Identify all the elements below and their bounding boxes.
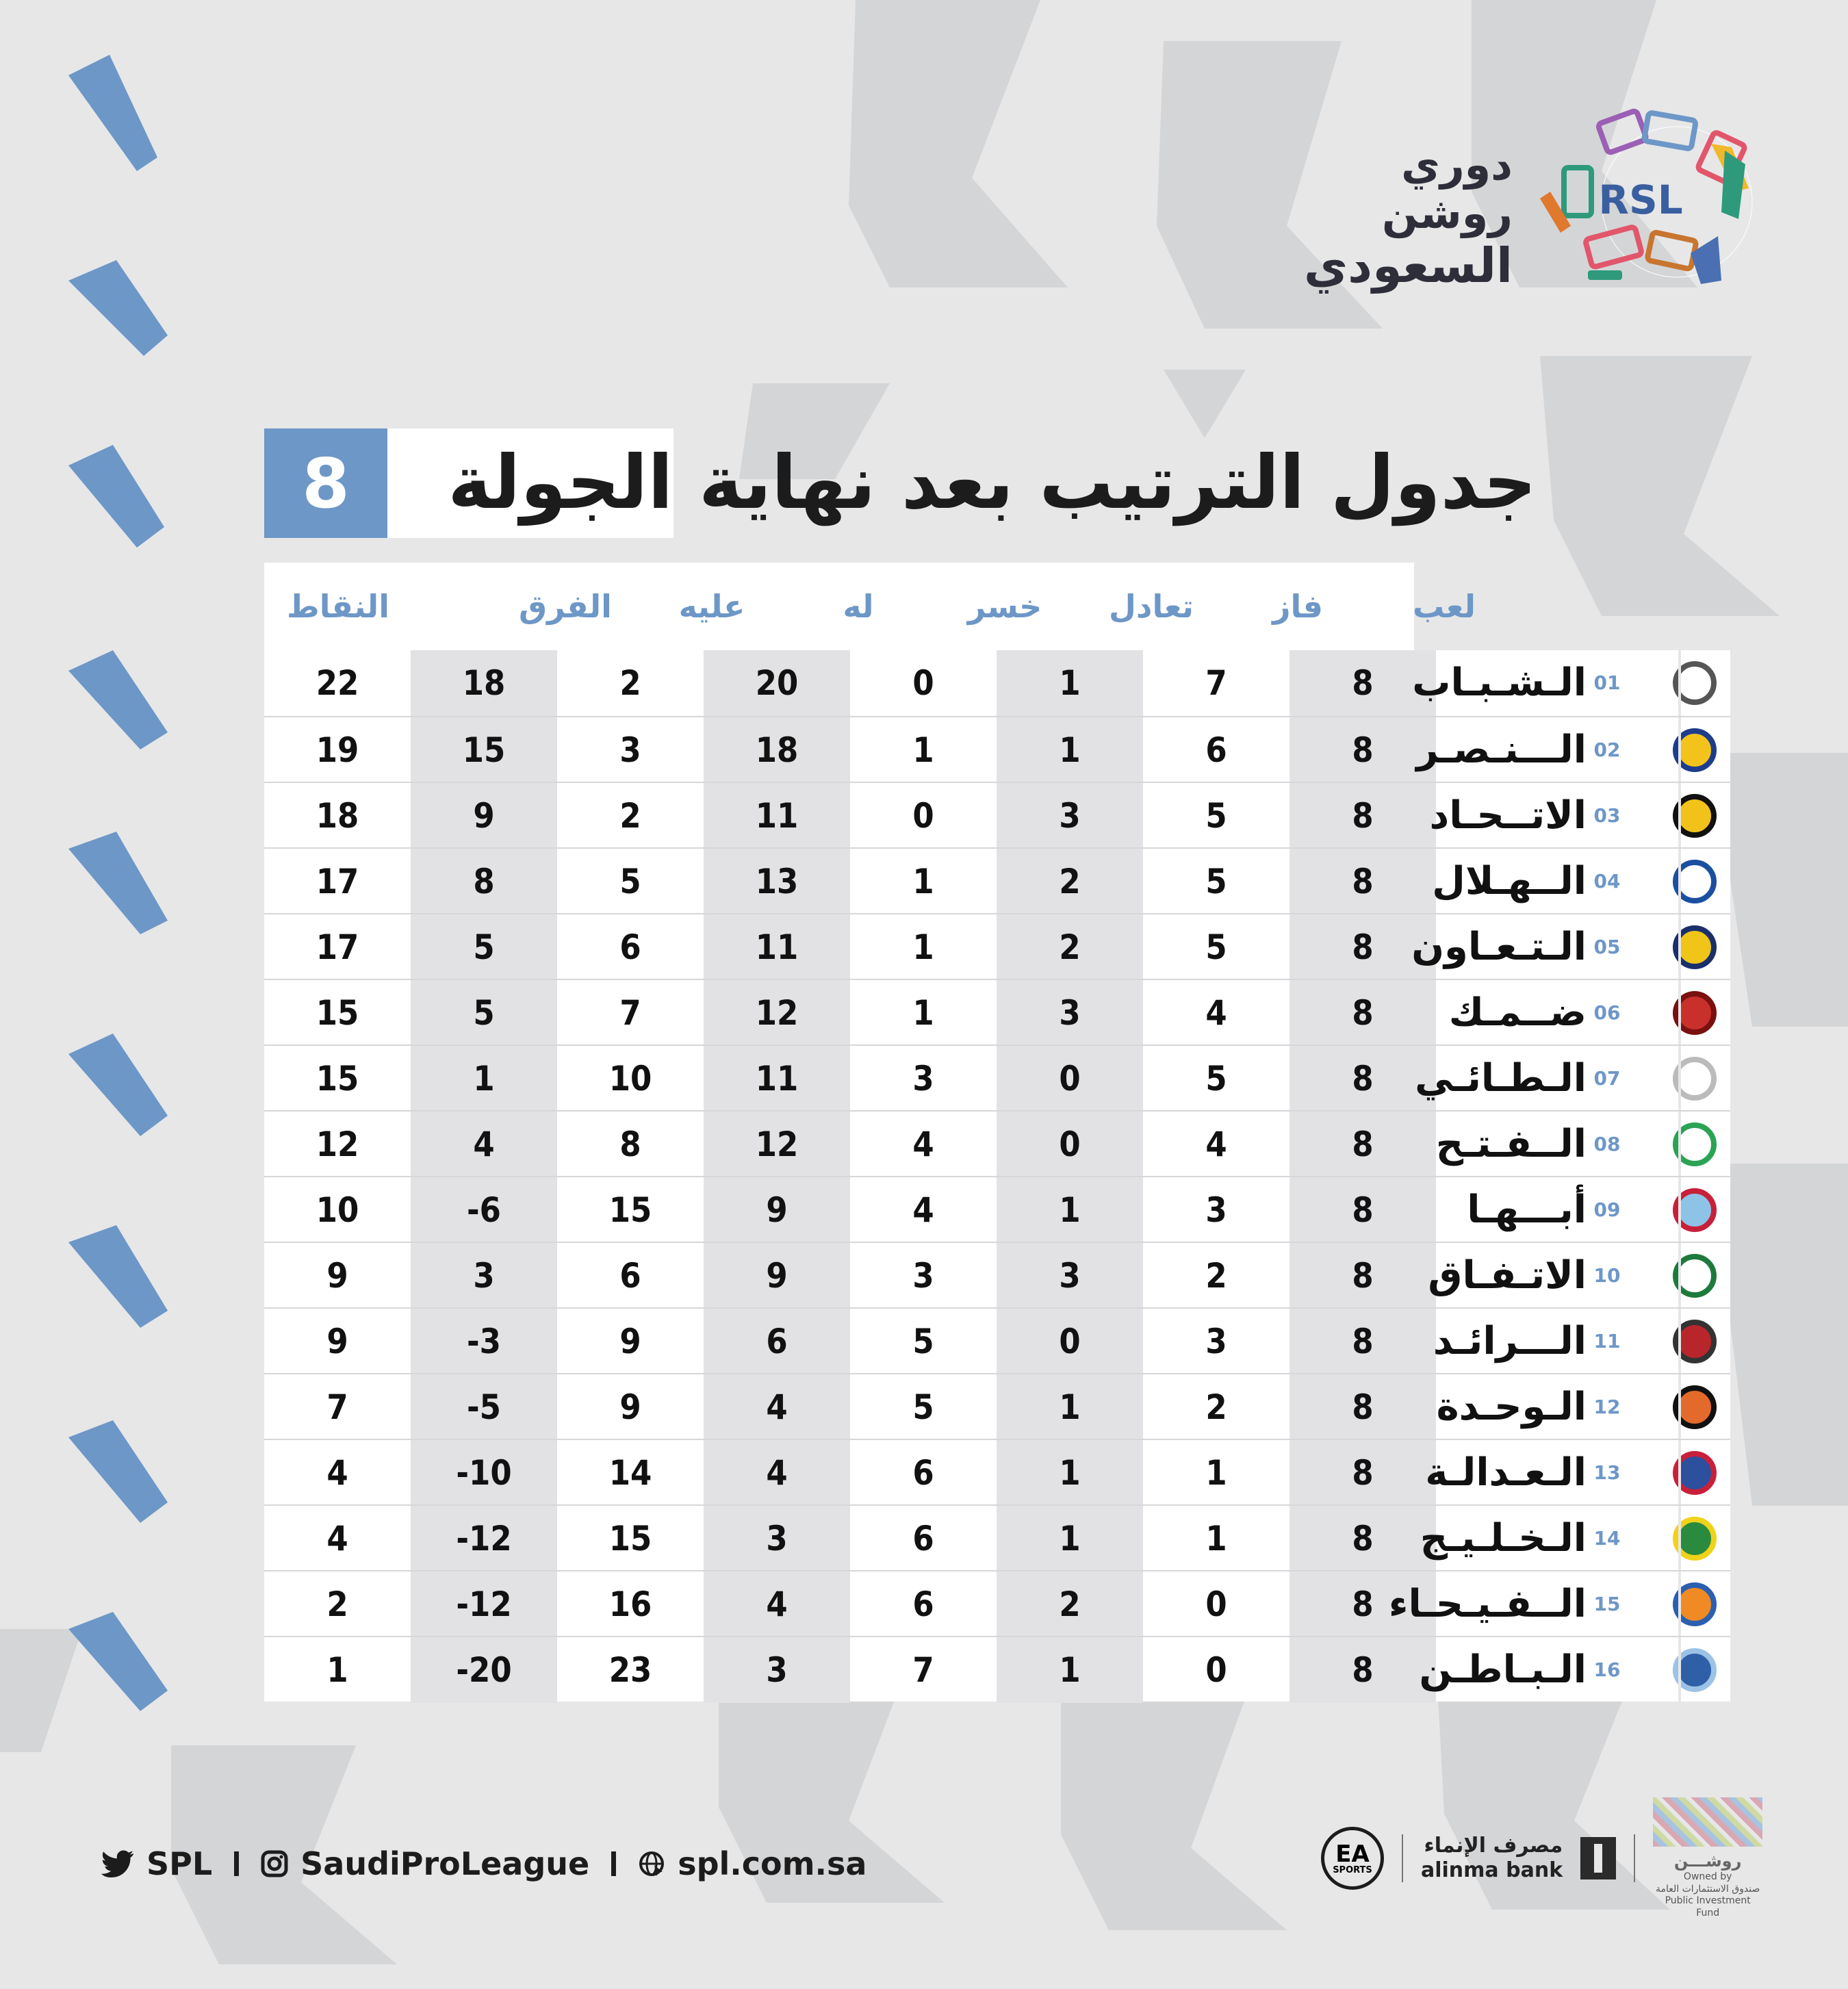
lost-cell: 4 <box>912 1190 934 1230</box>
round-number-badge: 8 <box>264 428 387 538</box>
team-name: الـــرائـد <box>1433 1319 1587 1363</box>
won-cell: 3 <box>1205 1190 1227 1230</box>
played-cell: 8 <box>1352 730 1374 770</box>
alinma-bank-logo <box>1421 1834 1563 1883</box>
won-cell: 2 <box>1205 1256 1227 1296</box>
won-cell: 5 <box>1205 927 1227 967</box>
column-separator <box>1678 1309 1681 1374</box>
svg-text:RSL: RSL <box>1598 177 1683 223</box>
points-cell: 19 <box>316 730 359 770</box>
won-cell: 5 <box>1205 862 1227 901</box>
team-name: الـعـدالـة <box>1425 1450 1587 1495</box>
played-cell: 8 <box>1352 927 1374 967</box>
points-cell: 17 <box>316 862 359 901</box>
lost-cell: 1 <box>912 993 934 1033</box>
drawn-cell: 2 <box>1059 927 1081 967</box>
won-cell: 1 <box>1205 1519 1227 1558</box>
goals-against-cell: 6 <box>619 927 641 967</box>
rank-number: 01 <box>1593 671 1621 694</box>
team-name: الـتـعـاون <box>1411 925 1587 969</box>
logo-line1: دوري روشن <box>1382 140 1513 239</box>
won-cell: 7 <box>1205 663 1227 703</box>
goals-for-cell: 9 <box>766 1190 788 1230</box>
header-goals-for: له <box>843 588 874 625</box>
won-cell: 1 <box>1205 1453 1227 1493</box>
lost-cell: 6 <box>912 1519 934 1558</box>
header-points: النقاط <box>287 588 389 625</box>
table-row <box>264 650 1730 716</box>
goals-against-cell: 5 <box>619 862 641 901</box>
lost-cell: 1 <box>912 927 934 967</box>
column-separator <box>1678 1243 1681 1309</box>
sponsor-divider <box>1402 1834 1403 1882</box>
points-cell: 9 <box>326 1256 348 1296</box>
table-row <box>264 847 1730 913</box>
goals-against-cell: 2 <box>619 796 641 836</box>
goal-diff-cell: -5 <box>467 1387 501 1427</box>
header-won: فاز <box>1272 588 1323 625</box>
table-row <box>264 1110 1730 1176</box>
goals-against-cell: 2 <box>619 663 641 703</box>
table-row <box>264 979 1730 1044</box>
goal-diff-cell: 1 <box>473 1059 495 1099</box>
won-cell: 5 <box>1205 1059 1227 1099</box>
rank-number: 05 <box>1593 936 1621 958</box>
globe-icon[interactable] <box>638 1850 665 1877</box>
goals-against-cell: 23 <box>608 1650 652 1690</box>
column-separator <box>1678 650 1681 716</box>
alinma-en: alinma bank <box>1421 1858 1563 1882</box>
goals-for-cell: 3 <box>766 1519 788 1558</box>
goals-against-cell: 3 <box>619 730 641 770</box>
column-separator <box>1678 1046 1681 1112</box>
points-cell: 22 <box>316 663 359 703</box>
header-lost: خسر <box>967 588 1042 625</box>
goal-diff-cell: 9 <box>473 796 495 836</box>
table-row <box>264 913 1730 979</box>
goals-against-cell: 15 <box>608 1519 652 1558</box>
lost-cell: 7 <box>912 1650 934 1690</box>
rank-number: 11 <box>1593 1330 1621 1352</box>
goals-against-cell: 16 <box>608 1584 652 1624</box>
lost-cell: 3 <box>912 1256 934 1296</box>
goals-for-cell: 11 <box>755 796 799 836</box>
goals-for-cell: 18 <box>755 730 799 770</box>
goals-for-cell: 11 <box>755 927 799 967</box>
ea-logo-text: EA <box>1335 1840 1370 1868</box>
goals-for-cell: 13 <box>755 862 799 901</box>
goals-for-cell: 4 <box>766 1584 788 1624</box>
drawn-cell: 0 <box>1059 1059 1081 1099</box>
sponsors-bar <box>1321 1807 1762 1919</box>
goals-against-cell: 10 <box>608 1059 652 1099</box>
header-drawn: تعادل <box>1108 588 1194 625</box>
played-cell: 8 <box>1352 862 1374 901</box>
ea-sports-logo <box>1321 1827 1384 1890</box>
table-row <box>264 1373 1730 1439</box>
social-footer <box>101 1840 867 1888</box>
lost-cell: 4 <box>912 1125 934 1164</box>
points-cell: 15 <box>316 1059 359 1099</box>
goals-for-cell: 12 <box>755 1125 799 1164</box>
team-name: الـــنـصـر <box>1416 728 1587 772</box>
points-cell: 10 <box>316 1190 359 1230</box>
goals-for-cell: 6 <box>766 1322 788 1361</box>
lost-cell: 1 <box>912 862 934 901</box>
drawn-cell: 1 <box>1059 1190 1081 1230</box>
alinma-mark-icon <box>1580 1837 1616 1879</box>
goals-against-cell: 15 <box>608 1190 652 1230</box>
won-cell: 3 <box>1205 1322 1227 1361</box>
drawn-cell: 3 <box>1059 993 1081 1033</box>
played-cell: 8 <box>1352 1322 1374 1361</box>
table-row <box>264 1242 1730 1307</box>
footer-divider <box>611 1851 616 1876</box>
column-separator <box>1678 1637 1681 1703</box>
roshn-pif-en: Public Investment Fund <box>1665 1895 1751 1919</box>
points-cell: 1 <box>326 1650 348 1690</box>
drawn-cell: 1 <box>1059 1453 1081 1493</box>
team-name: ضــمـك <box>1448 990 1587 1035</box>
won-cell: 6 <box>1205 730 1227 770</box>
rank-number: 08 <box>1593 1133 1621 1155</box>
rank-number: 16 <box>1593 1658 1621 1681</box>
points-cell: 2 <box>326 1584 348 1624</box>
instagram-handle[interactable]: SaudiProLeague <box>300 1845 590 1882</box>
drawn-cell: 1 <box>1059 1650 1081 1690</box>
goals-for-cell: 20 <box>755 663 799 703</box>
rank-number: 04 <box>1593 870 1621 893</box>
team-name: الاتــحـاد <box>1429 793 1587 838</box>
team-name: الـشـبـاب <box>1412 660 1587 705</box>
played-cell: 8 <box>1352 1387 1374 1427</box>
lost-cell: 0 <box>912 663 934 703</box>
played-cell: 8 <box>1352 796 1374 836</box>
points-cell: 18 <box>316 796 359 836</box>
lost-cell: 6 <box>912 1584 934 1624</box>
goal-diff-cell: 3 <box>473 1256 495 1296</box>
column-separator <box>1678 783 1681 849</box>
rank-number: 14 <box>1593 1527 1621 1550</box>
played-cell: 8 <box>1352 663 1374 703</box>
table-row <box>264 1044 1730 1110</box>
team-name: الــفـيـحـاء <box>1388 1582 1587 1626</box>
roshn-word: روشـــن <box>1673 1851 1742 1871</box>
drawn-cell: 0 <box>1059 1322 1081 1361</box>
twitter-handle[interactable]: SPL <box>146 1845 213 1882</box>
played-cell: 8 <box>1352 1650 1374 1690</box>
website-link[interactable]: spl.com.sa <box>678 1845 867 1882</box>
rank-number: 02 <box>1593 739 1621 761</box>
drawn-cell: 1 <box>1059 730 1081 770</box>
goal-diff-cell: 18 <box>462 663 506 703</box>
played-cell: 8 <box>1352 1584 1374 1624</box>
won-cell: 4 <box>1205 993 1227 1033</box>
goals-against-cell: 6 <box>619 1256 641 1296</box>
goals-for-cell: 12 <box>755 993 799 1033</box>
goal-diff-cell: 4 <box>473 1125 495 1164</box>
goals-for-cell: 3 <box>766 1650 788 1690</box>
standings-table <box>264 563 1730 1702</box>
table-row <box>264 716 1730 782</box>
goal-diff-cell: -3 <box>467 1322 501 1361</box>
won-cell: 5 <box>1205 796 1227 836</box>
won-cell: 4 <box>1205 1125 1227 1164</box>
team-name: الـخـلـيـج <box>1420 1516 1587 1561</box>
lost-cell: 5 <box>912 1387 934 1427</box>
table-row <box>264 1307 1730 1373</box>
rank-number: 03 <box>1593 804 1621 827</box>
lost-cell: 1 <box>912 730 934 770</box>
played-cell: 8 <box>1352 1519 1374 1558</box>
drawn-cell: 1 <box>1059 663 1081 703</box>
twitter-bird-icon[interactable] <box>101 1850 134 1877</box>
table-header-row <box>264 563 1730 650</box>
drawn-cell: 2 <box>1059 1584 1081 1624</box>
goal-diff-cell: -20 <box>456 1650 512 1690</box>
table-row <box>264 1176 1730 1242</box>
column-separator <box>1678 717 1681 783</box>
points-cell: 4 <box>326 1453 348 1493</box>
points-cell: 17 <box>316 927 359 967</box>
logo-text <box>1294 140 1513 293</box>
points-cell: 4 <box>326 1519 348 1558</box>
team-name: الــهـلال <box>1432 859 1587 903</box>
goals-for-cell: 9 <box>766 1256 788 1296</box>
points-cell: 12 <box>316 1125 359 1164</box>
rank-number: 10 <box>1593 1264 1621 1287</box>
rank-number: 09 <box>1593 1198 1621 1221</box>
page-title: جدول الترتيب بعد نهاية الجولة <box>448 440 1537 526</box>
drawn-cell: 3 <box>1059 796 1081 836</box>
goals-for-cell: 4 <box>766 1453 788 1493</box>
drawn-cell: 1 <box>1059 1519 1081 1558</box>
column-separator <box>1678 1374 1681 1440</box>
header-goals-against: عليه <box>678 588 745 625</box>
goal-diff-cell: 15 <box>462 730 506 770</box>
team-name: الــفـتـح <box>1435 1122 1587 1166</box>
points-cell: 9 <box>326 1322 348 1361</box>
team-name: الـطـائـي <box>1415 1056 1587 1101</box>
played-cell: 8 <box>1352 993 1374 1033</box>
drawn-cell: 2 <box>1059 862 1081 901</box>
rank-number: 07 <box>1593 1067 1621 1090</box>
goal-diff-cell: 5 <box>473 927 495 967</box>
instagram-icon[interactable] <box>261 1850 288 1877</box>
goals-against-cell: 14 <box>608 1453 652 1493</box>
column-separator <box>1678 980 1681 1046</box>
roshn-logo <box>1653 1797 1762 1919</box>
sponsor-divider <box>1634 1834 1635 1882</box>
drawn-cell: 0 <box>1059 1125 1081 1164</box>
goals-against-cell: 9 <box>619 1322 641 1361</box>
column-separator <box>1678 849 1681 914</box>
played-cell: 8 <box>1352 1059 1374 1099</box>
goals-against-cell: 9 <box>619 1387 641 1427</box>
roshn-pattern-icon <box>1653 1797 1762 1847</box>
roshn-pif-ar: صندوق الاستثمارات العامة <box>1655 1883 1760 1895</box>
team-name: أبـــهـا <box>1467 1188 1587 1232</box>
column-separator <box>1678 914 1681 980</box>
played-cell: 8 <box>1352 1190 1374 1230</box>
table-row <box>264 1504 1730 1570</box>
goal-diff-cell: 5 <box>473 993 495 1033</box>
team-name: الـبـاطـن <box>1419 1647 1587 1692</box>
logo-line2: السعودي <box>1304 237 1513 294</box>
column-separator <box>1678 1440 1681 1506</box>
roshn-owned: Owned by <box>1683 1871 1732 1882</box>
lost-cell: 5 <box>912 1322 934 1361</box>
header-goal-diff: الفرق <box>519 588 612 625</box>
column-separator <box>1678 1571 1681 1637</box>
rank-number: 06 <box>1593 1001 1621 1024</box>
rank-number: 12 <box>1593 1396 1621 1418</box>
goal-diff-cell: -12 <box>456 1519 512 1558</box>
won-cell: 2 <box>1205 1387 1227 1427</box>
team-name: الاتـفـاق <box>1428 1253 1587 1298</box>
logo-abbr <box>1601 172 1685 219</box>
footer-divider <box>234 1851 239 1876</box>
table-body <box>264 650 1730 1702</box>
goals-for-cell: 4 <box>766 1387 788 1427</box>
played-cell: 8 <box>1352 1125 1374 1164</box>
points-cell: 7 <box>326 1387 348 1427</box>
lost-cell: 0 <box>912 796 934 836</box>
column-separator <box>1678 1177 1681 1243</box>
rank-number: 15 <box>1593 1593 1621 1615</box>
lost-cell: 3 <box>912 1059 934 1099</box>
goal-diff-cell: 8 <box>473 862 495 901</box>
column-separator <box>1678 1506 1681 1571</box>
played-cell: 8 <box>1352 1453 1374 1493</box>
team-name: الـوحـدة <box>1436 1385 1587 1429</box>
table-row <box>264 782 1730 847</box>
column-separator <box>1678 1112 1681 1177</box>
drawn-cell: 3 <box>1059 1256 1081 1296</box>
header-played: لعب <box>1413 588 1476 625</box>
table-row <box>264 1636 1730 1702</box>
goal-diff-cell: -6 <box>467 1190 501 1230</box>
won-cell: 0 <box>1205 1584 1227 1624</box>
table-row <box>264 1439 1730 1504</box>
table-row <box>264 1570 1730 1636</box>
drawn-cell: 1 <box>1059 1387 1081 1427</box>
played-cell: 8 <box>1352 1256 1374 1296</box>
goals-against-cell: 7 <box>619 993 641 1033</box>
goals-against-cell: 8 <box>619 1125 641 1164</box>
goals-for-cell: 11 <box>755 1059 799 1099</box>
won-cell: 0 <box>1205 1650 1227 1690</box>
points-cell: 15 <box>316 993 359 1033</box>
alinma-ar: مصرف الإنماء <box>1424 1834 1563 1858</box>
ea-logo-sub: SPORTS <box>1333 1864 1372 1875</box>
lost-cell: 6 <box>912 1453 934 1493</box>
rank-number: 13 <box>1593 1461 1621 1484</box>
goal-diff-cell: -10 <box>456 1453 512 1493</box>
goal-diff-cell: -12 <box>456 1584 512 1624</box>
